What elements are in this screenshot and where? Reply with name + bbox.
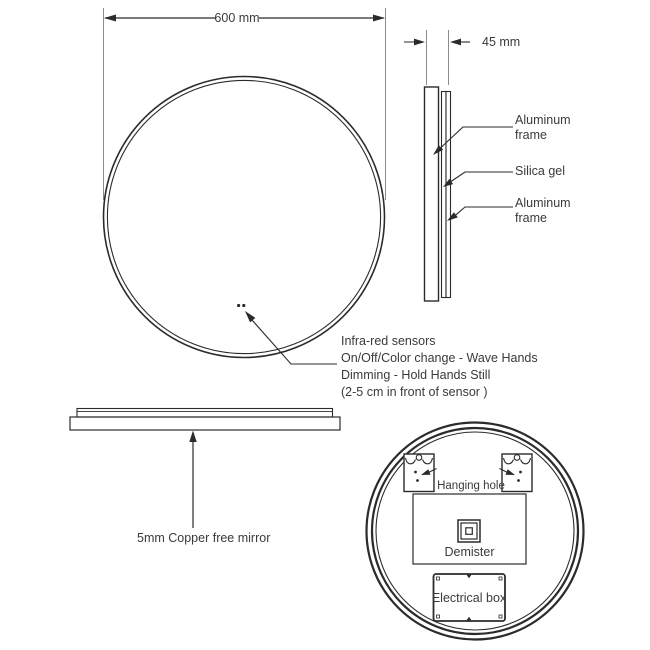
cross-section-drawing bbox=[70, 409, 340, 529]
profile-frame-layer-1 bbox=[442, 92, 447, 298]
dimension-45-line bbox=[404, 39, 470, 46]
demister-label: Demister bbox=[444, 545, 495, 559]
sensor-note bbox=[341, 333, 538, 401]
mirror-inner-circle bbox=[107, 80, 380, 353]
dimension-45-arrowhead-right-icon bbox=[450, 39, 461, 46]
dimension-arrowhead-right-icon bbox=[373, 15, 385, 22]
profile-mirror-panel bbox=[425, 87, 439, 301]
mirror-pointer-arrow bbox=[189, 431, 196, 529]
profile-frame-layer-2 bbox=[446, 92, 451, 298]
hanging-hole-label: Hanging hole bbox=[437, 480, 505, 492]
leader-silica-gel bbox=[443, 172, 513, 187]
electrical-box-label: Electrical box bbox=[431, 591, 507, 605]
dimension-45-label: 45 mm bbox=[482, 35, 521, 49]
sensor-arrowhead-icon bbox=[245, 311, 255, 322]
sensor-note-line-4: (2-5 cm in front of sensor ) bbox=[341, 385, 488, 399]
aluminum-frame-bottom-label: Aluminum frame bbox=[515, 196, 571, 225]
mirror-outer-circle bbox=[104, 77, 385, 358]
side-view-drawing bbox=[404, 30, 513, 301]
dimension-arrowhead-left-icon bbox=[104, 15, 116, 22]
sensor-note-line-2: On/Off/Color change - Wave Hands bbox=[341, 351, 538, 365]
sensor-dots-icon bbox=[237, 304, 245, 307]
mirror-arrowhead-icon bbox=[189, 431, 196, 443]
back-view-drawing bbox=[367, 423, 584, 640]
sensor-note-line-3: Dimming - Hold Hands Still bbox=[341, 368, 491, 382]
dimension-600-label: 600 mm bbox=[214, 11, 260, 25]
dimension-45-arrowhead-left-icon bbox=[414, 39, 425, 46]
copper-free-mirror-label: 5mm Copper free mirror bbox=[137, 531, 271, 545]
aluminum-frame-top-label: Aluminum frame bbox=[515, 113, 571, 142]
section-mirror-bar bbox=[70, 417, 340, 430]
sensor-note-line-1: Infra-red sensors bbox=[341, 334, 436, 348]
front-view-drawing bbox=[104, 8, 386, 364]
section-frame-strip bbox=[77, 409, 333, 418]
hanging-hole-left-icon bbox=[404, 454, 437, 492]
leader-aluminum-frame-bottom bbox=[447, 207, 513, 221]
silica-gel-label: Silica gel bbox=[515, 164, 566, 178]
